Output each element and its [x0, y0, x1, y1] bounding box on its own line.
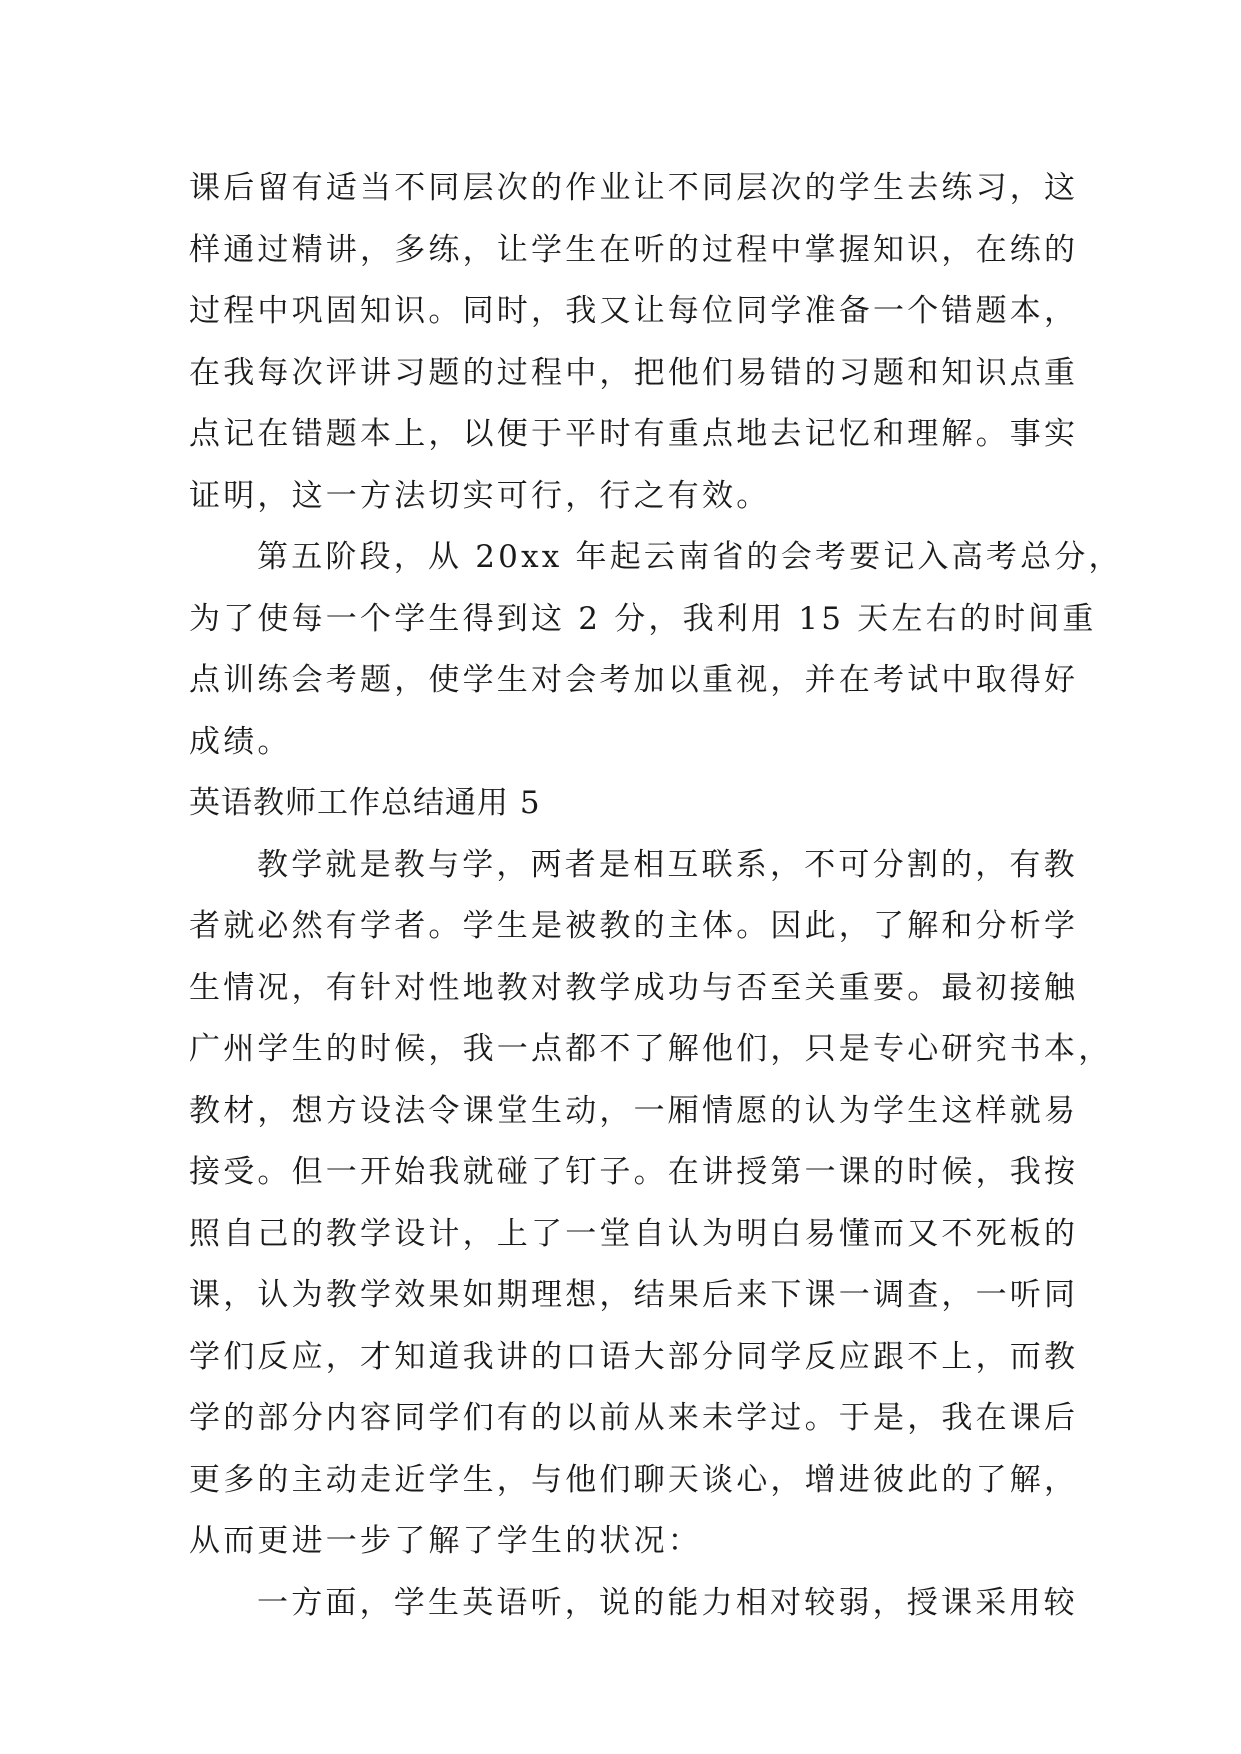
paragraph-first-line: 教学就是教与学，两者是相互联系，不可分割的，有教: [257, 846, 1078, 883]
text-line: 点训练会考题，使学生对会考加以重视，并在考试中取得好: [189, 662, 1079, 698]
text-line: 从而更进一步了解了学生的状况：: [189, 1523, 702, 1559]
text-line: 生情况，有针对性地教对教学成功与否至关重要。最初接触: [189, 969, 1079, 1006]
text-line: 课后留有适当不同层次的作业让不同层次的学生去练习，这: [189, 170, 1079, 206]
text-line: 教材，想方设法令课堂生动，一厢情愿的认为学生这样就易: [189, 1092, 1079, 1129]
text-line: 学的部分内容同学们有的以前从来未学过。于是，我在课后: [189, 1400, 1079, 1436]
document-body: [189, 158, 1123, 1634]
text-line: 广州学生的时候，我一点都不了解他们，只是专心研究书本，: [189, 1031, 1113, 1067]
text-line: 接受。但一开始我就碰了钉子。在讲授第一课的时候，我按: [189, 1154, 1079, 1190]
text-line: 课，认为教学效果如期理想，结果后来下课一调查，一听同: [189, 1277, 1079, 1313]
text-line: 更多的主动走近学生，与他们聊天谈心，增进彼此的了解，: [189, 1461, 1079, 1498]
text-line: 为了使每一个学生得到这 2 分，我利用 15 天左右的时间重: [189, 600, 1097, 637]
text-line: 过程中巩固知识。同时，我又让每位同学准备一个错题本，: [189, 293, 1079, 329]
section-heading: 英语教师工作总结通用 5: [189, 785, 541, 821]
paragraph-first-line: 一方面，学生英语听，说的能力相对较弱，授课采用较: [257, 1584, 1078, 1621]
text-line: 学们反应，才知道我讲的口语大部分同学反应跟不上，而教: [189, 1338, 1079, 1375]
text-line: 证明，这一方法切实可行，行之有效。: [189, 477, 771, 514]
text-line: 者就必然有学者。学生是被教的主体。因此，了解和分析学: [189, 908, 1079, 944]
text-line: 样通过精讲，多练，让学生在听的过程中掌握知识，在练的: [189, 231, 1079, 268]
paragraph-first-line: 第五阶段，从 20xx 年起云南省的会考要记入高考总分，: [257, 539, 1123, 575]
text-line: 在我每次评讲习题的过程中，把他们易错的习题和知识点重: [189, 354, 1079, 391]
text-line: 点记在错题本上，以便于平时有重点地去记忆和理解。事实: [189, 416, 1079, 452]
text-line: 成绩。: [189, 723, 292, 760]
text-line: 照自己的教学设计，上了一堂自认为明白易懂而又不死板的: [189, 1215, 1079, 1252]
